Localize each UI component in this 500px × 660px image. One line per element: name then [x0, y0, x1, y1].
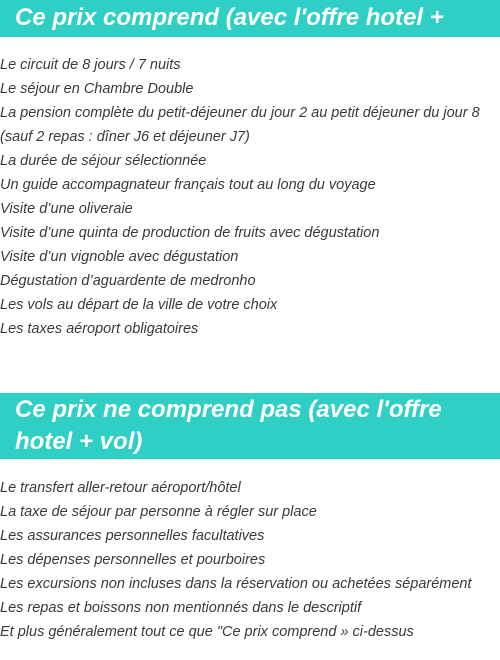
included-item: Les vols au départ de la ville de votre choix — [0, 297, 278, 313]
included-item: Dégustation d’aguardente de medronho — [0, 273, 256, 289]
excluded-item: Les assurances personnelles facultatives — [0, 528, 265, 544]
included-item: Un guide accompagnateur français tout au long du voyage — [0, 177, 376, 193]
included-list — [0, 53, 500, 341]
excluded-item: Le transfert aller-retour aéroport/hôtel — [0, 480, 241, 496]
included-item: Visite d’une quinta de production de fruits avec dégustation — [0, 225, 380, 241]
included-item: Visite d’un vignoble avec dégustation — [0, 249, 239, 265]
included-item: Le séjour en Chambre Double — [0, 81, 194, 97]
included-item: La durée de séjour sélectionnée — [0, 153, 207, 169]
excluded-section-title: Ce prix ne comprend pas (avec l'offre hotel + vol) — [0, 393, 500, 459]
excluded-item: Les repas et boissons non mentionnés dans le descriptif — [0, 600, 362, 616]
excluded-item: La taxe de séjour par personne à régler sur place — [0, 504, 317, 520]
excluded-item: Les excursions non incluses dans la réservation ou achetées séparément — [0, 576, 472, 592]
included-item: Les taxes aéroport obligatoires — [0, 321, 199, 337]
excluded-item: Les dépenses personnelles et pourboires — [0, 552, 266, 568]
included-item: Visite d’une oliveraie — [0, 201, 133, 217]
excluded-item: Et plus généralement tout ce que "Ce prix comprend » ci-dessus — [0, 624, 414, 640]
included-item: Le circuit de 8 jours / 7 nuits — [0, 57, 181, 73]
included-section-title: Ce prix comprend (avec l'offre hotel + vol) — [0, 0, 500, 37]
included-item: La pension complète du petit-déjeuner du jour 2 au petit déjeuner du jour 8 (sauf 2 repas : dîner J6 et déjeuner J7) — [0, 105, 480, 145]
excluded-list — [0, 476, 500, 644]
